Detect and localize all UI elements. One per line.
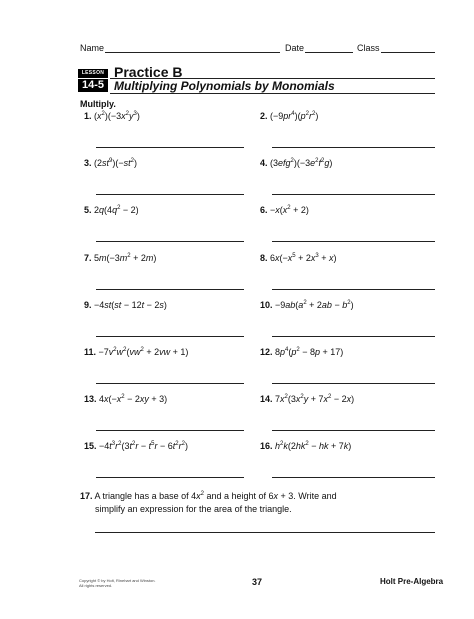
page-title: Practice B [114, 64, 183, 80]
problem-expression: $-x(x^2 + 2)$ [270, 205, 309, 215]
answer-line-7[interactable] [96, 289, 244, 290]
problem-expression: $-7v^2w^2(vw^2 + 2vw + 1)$ [98, 347, 189, 357]
name-field-line[interactable] [105, 52, 280, 53]
problem-number: 5. [84, 205, 95, 215]
problem-expression: $7x^2(3x^2y + 7x^2 - 2x)$ [275, 394, 355, 404]
problem-number: 12. [260, 347, 276, 357]
problem-9 [84, 300, 167, 310]
problem-number: 11. [84, 347, 99, 357]
answer-line-13[interactable] [96, 430, 244, 431]
problem-11 [84, 347, 188, 357]
answer-line-15[interactable] [96, 477, 244, 478]
problem-number: 6. [260, 205, 271, 215]
problem-5 [84, 205, 139, 215]
problem-17-line-2 [95, 504, 292, 514]
answer-line-11[interactable] [96, 383, 244, 384]
problem-expression: $4x(-x^2 - 2xy + 3)$ [99, 394, 168, 404]
problem-expression: $h^2k(2hk^2$ − hk + 7k) [275, 441, 352, 451]
problem-number: 8. [260, 253, 271, 263]
problem-7 [84, 253, 156, 263]
problem-text-line-2: simplify an expression for the area of the triangle. [95, 504, 292, 514]
problem-number: 7. [84, 253, 95, 263]
date-field-line[interactable] [305, 52, 353, 53]
problem-6 [260, 205, 309, 215]
answer-line-2[interactable] [272, 147, 435, 148]
problem-12 [260, 347, 343, 357]
date-label: Date [285, 43, 305, 53]
book-title: Holt Pre-Algebra [380, 577, 444, 586]
problem-number: 3. [84, 158, 95, 168]
answer-line-16[interactable] [272, 477, 435, 478]
problem-number: 9. [84, 300, 95, 310]
problem-number: 10. [260, 300, 276, 310]
problem-16 [260, 441, 351, 451]
answer-line-12[interactable] [272, 383, 435, 384]
problem-expression: $6x(-x^5 + 2x^3 + x)$ [270, 253, 337, 263]
answer-line-17[interactable] [95, 532, 435, 533]
copyright [79, 578, 156, 588]
problem-13 [84, 394, 167, 404]
instruction: Multiply. [80, 99, 116, 109]
problem-expression: $(x^2)(-3x^2y^3)$ [94, 111, 140, 121]
answer-line-10[interactable] [272, 336, 435, 337]
class-label: Class [357, 43, 380, 53]
problem-expression: $(2st^9)(-st^2)$ [94, 158, 137, 168]
problem-expression: $(-9pr^4)(p^2r^2)$ [270, 111, 319, 121]
problem-text-line-1: A triangle has a base of $4x^2$ and a height of 6x + 3. Write and [94, 491, 337, 501]
problem-8 [260, 253, 337, 263]
lesson-number: 14-5 [78, 79, 108, 92]
problem-number: 1. [84, 111, 95, 121]
problem-number: 13. [84, 394, 100, 404]
copyright-line-2: All rights reserved. [79, 583, 113, 588]
answer-line-14[interactable] [272, 430, 435, 431]
name-label: Name [80, 43, 105, 53]
problem-number: 17. [80, 491, 93, 501]
problem-2 [260, 111, 318, 121]
problem-number: 14. [260, 394, 276, 404]
class-field-line[interactable] [381, 52, 435, 53]
answer-line-5[interactable] [96, 241, 244, 242]
problem-4 [260, 158, 332, 168]
problem-1 [84, 111, 140, 121]
answer-line-6[interactable] [272, 241, 435, 242]
problem-expression: $-4t^3r^2(3t^2r - t^5r - 6t^2r^2)$ [99, 441, 188, 451]
problem-15 [84, 441, 188, 451]
problem-number: 15. [84, 441, 100, 451]
problem-expression: $5m(-3m^2 + 2m)$ [94, 253, 157, 263]
problem-number: 16. [260, 441, 276, 451]
subtitle-rule [110, 93, 435, 94]
problem-number: 2. [260, 111, 271, 121]
answer-line-1[interactable] [96, 147, 244, 148]
problem-expression: $2q(4q^2 - 2)$ [94, 205, 139, 215]
page-subtitle: Multiplying Polynomials by Monomials [114, 79, 335, 93]
copyright-line-1: Copyright © by Holt, Rinehart and Winston. [79, 578, 156, 583]
problem-3 [84, 158, 137, 168]
problem-10 [260, 300, 354, 310]
answer-line-3[interactable] [96, 194, 244, 195]
problem-expression: $-9ab(a^2 + 2ab - b^2)$ [275, 300, 354, 310]
problem-expression: $8p^4(p^2 - 8p + 17)$ [275, 347, 344, 357]
problem-expression: $(3efg^2)(-3e^2f^2g)$ [270, 158, 333, 168]
lesson-badge [78, 69, 108, 92]
page-number: 37 [252, 577, 263, 587]
problem-17 [80, 491, 337, 501]
lesson-tag: LESSON [78, 69, 108, 78]
problem-14 [260, 394, 354, 404]
answer-line-4[interactable] [272, 194, 435, 195]
problem-expression: −4st(st − 12t − 2s) [94, 300, 167, 310]
problem-number: 4. [260, 158, 271, 168]
answer-line-9[interactable] [96, 336, 244, 337]
answer-line-8[interactable] [272, 289, 435, 290]
